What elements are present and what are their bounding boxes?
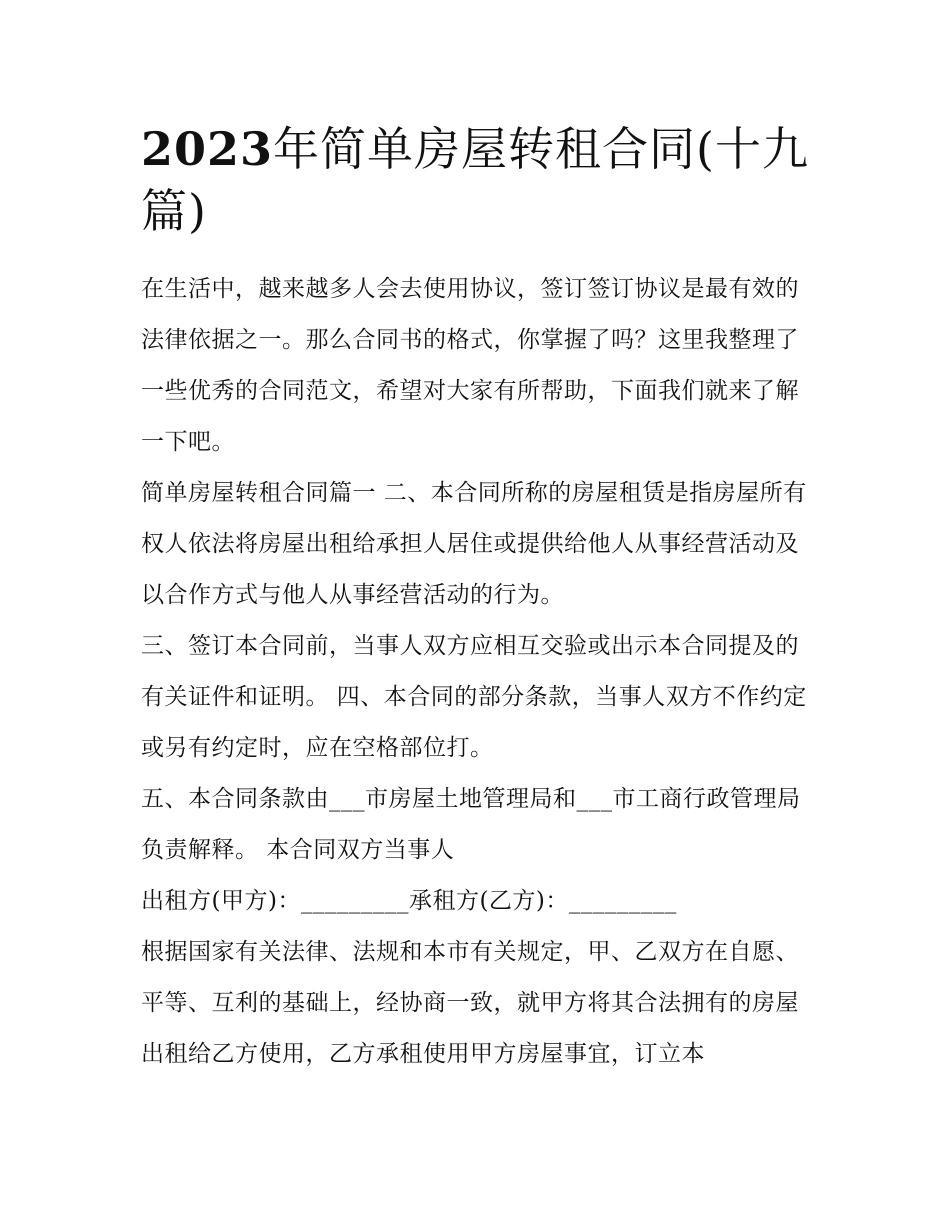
paragraph-intro: 在生活中，越来越多人会去使用协议，签订签订协议是最有效的法律依据之一。那么合同书的格式，你掌握了吗？这里我整理了一些优秀的合同范文，希望对大家有所帮助，下面我们就来了解一下吧。 [141,276,799,455]
title-text: 年简单房屋转租合同(十九篇) [141,122,809,238]
title-year: 2023 [141,122,274,176]
paragraph-article-3-4: 三、签订本合同前，当事人双方应相互交验或出示本合同提及的有关证件和证明。 四、本合同的部分条款，当事人双方不作约定或另有约定时，应在空格部位打。 [141,633,807,761]
paragraph-article-2: 简单房屋转租合同篇一 二、本合同所称的房屋租赁是指房屋所有权人依法将房屋出租给承担人居住或提供给他人从事经营活动及以合作方式与他人从事经营活动的行为。 [141,480,807,608]
document-page [141,118,817,1080]
paragraph-parties: 出租方(甲方)：_________承租方(乙方)：_________ [141,888,677,914]
document-title [141,118,817,242]
paragraph-preamble: 根据国家有关法律、法规和本市有关规定，甲、乙双方在自愿、平等、互利的基础上，经协商一致，就甲方将其合法拥有的房屋出租给乙方使用，乙方承租使用甲方房屋事宜，订立本 [141,939,799,1067]
paragraph-article-5: 五、本合同条款由___市房屋土地管理局和___市工商行政管理局负责解释。 本合同双方当事人 [141,786,801,863]
